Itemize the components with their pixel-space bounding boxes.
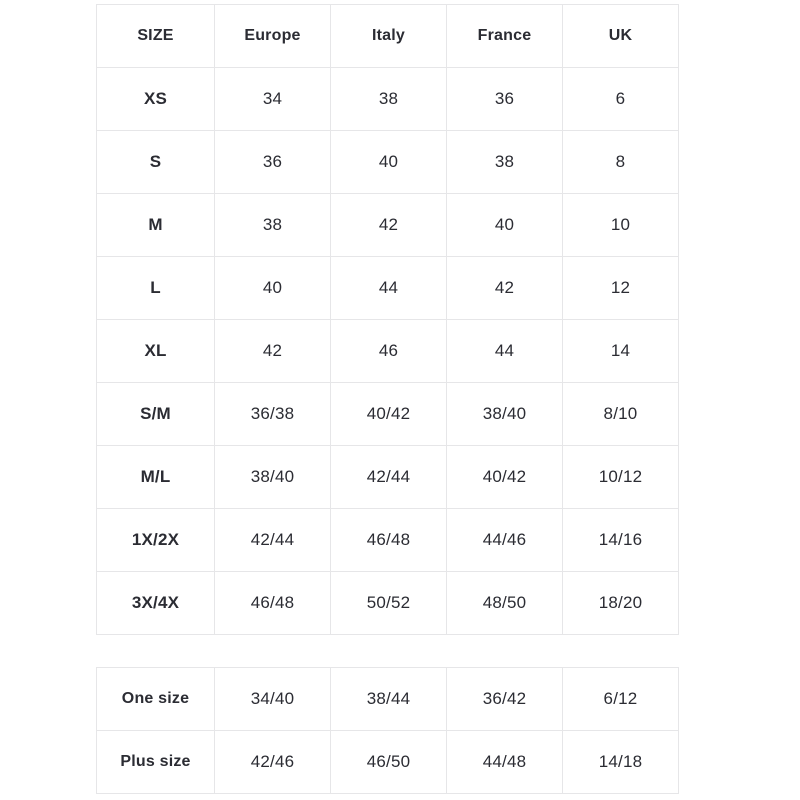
cell-size: S/M [97, 383, 215, 446]
cell-italy: 40/42 [331, 383, 447, 446]
cell-italy: 42/44 [331, 446, 447, 509]
table-row [97, 68, 679, 131]
table-body [97, 668, 679, 794]
cell-size: XS [97, 68, 215, 131]
cell-size: One size [97, 668, 215, 731]
cell-uk: 14 [563, 320, 679, 383]
cell-uk: 14/16 [563, 509, 679, 572]
cell-uk: 6 [563, 68, 679, 131]
table-row [97, 383, 679, 446]
cell-europe: 38/40 [215, 446, 331, 509]
cell-uk: 8 [563, 131, 679, 194]
secondary-size-table [96, 667, 679, 794]
cell-size: 3X/4X [97, 572, 215, 635]
table-row [97, 572, 679, 635]
table-header-row [97, 5, 679, 68]
table-row [97, 320, 679, 383]
column-header-europe: Europe [215, 5, 331, 68]
cell-italy: 38 [331, 68, 447, 131]
cell-uk: 14/18 [563, 731, 679, 794]
secondary-size-table-container [96, 667, 678, 794]
cell-uk: 6/12 [563, 668, 679, 731]
cell-size: S [97, 131, 215, 194]
cell-europe: 34 [215, 68, 331, 131]
cell-uk: 18/20 [563, 572, 679, 635]
cell-uk: 8/10 [563, 383, 679, 446]
main-size-table [96, 4, 679, 635]
table-header [97, 5, 679, 68]
cell-europe: 36/38 [215, 383, 331, 446]
table-row [97, 731, 679, 794]
cell-europe: 38 [215, 194, 331, 257]
cell-uk: 12 [563, 257, 679, 320]
cell-size: 1X/2X [97, 509, 215, 572]
column-header-france: France [447, 5, 563, 68]
column-header-italy: Italy [331, 5, 447, 68]
cell-france: 42 [447, 257, 563, 320]
cell-size: Plus size [97, 731, 215, 794]
table-row [97, 509, 679, 572]
table-body [97, 68, 679, 635]
cell-italy: 46 [331, 320, 447, 383]
column-header-size: SIZE [97, 5, 215, 68]
cell-france: 38 [447, 131, 563, 194]
cell-france: 48/50 [447, 572, 563, 635]
cell-size: M [97, 194, 215, 257]
table-row [97, 131, 679, 194]
cell-italy: 50/52 [331, 572, 447, 635]
cell-size: XL [97, 320, 215, 383]
cell-europe: 46/48 [215, 572, 331, 635]
main-size-table-container [96, 4, 678, 635]
table-row [97, 194, 679, 257]
cell-europe: 40 [215, 257, 331, 320]
cell-france: 44/46 [447, 509, 563, 572]
table-row [97, 257, 679, 320]
cell-france: 40/42 [447, 446, 563, 509]
cell-france: 44/48 [447, 731, 563, 794]
cell-italy: 38/44 [331, 668, 447, 731]
cell-uk: 10/12 [563, 446, 679, 509]
cell-italy: 46/48 [331, 509, 447, 572]
cell-uk: 10 [563, 194, 679, 257]
table-row [97, 446, 679, 509]
cell-europe: 42/44 [215, 509, 331, 572]
cell-italy: 40 [331, 131, 447, 194]
cell-size: M/L [97, 446, 215, 509]
cell-italy: 46/50 [331, 731, 447, 794]
cell-france: 44 [447, 320, 563, 383]
cell-europe: 36 [215, 131, 331, 194]
cell-size: L [97, 257, 215, 320]
cell-france: 38/40 [447, 383, 563, 446]
cell-europe: 34/40 [215, 668, 331, 731]
cell-europe: 42 [215, 320, 331, 383]
cell-france: 40 [447, 194, 563, 257]
table-row [97, 668, 679, 731]
cell-europe: 42/46 [215, 731, 331, 794]
cell-france: 36/42 [447, 668, 563, 731]
cell-italy: 44 [331, 257, 447, 320]
cell-france: 36 [447, 68, 563, 131]
column-header-uk: UK [563, 5, 679, 68]
cell-italy: 42 [331, 194, 447, 257]
